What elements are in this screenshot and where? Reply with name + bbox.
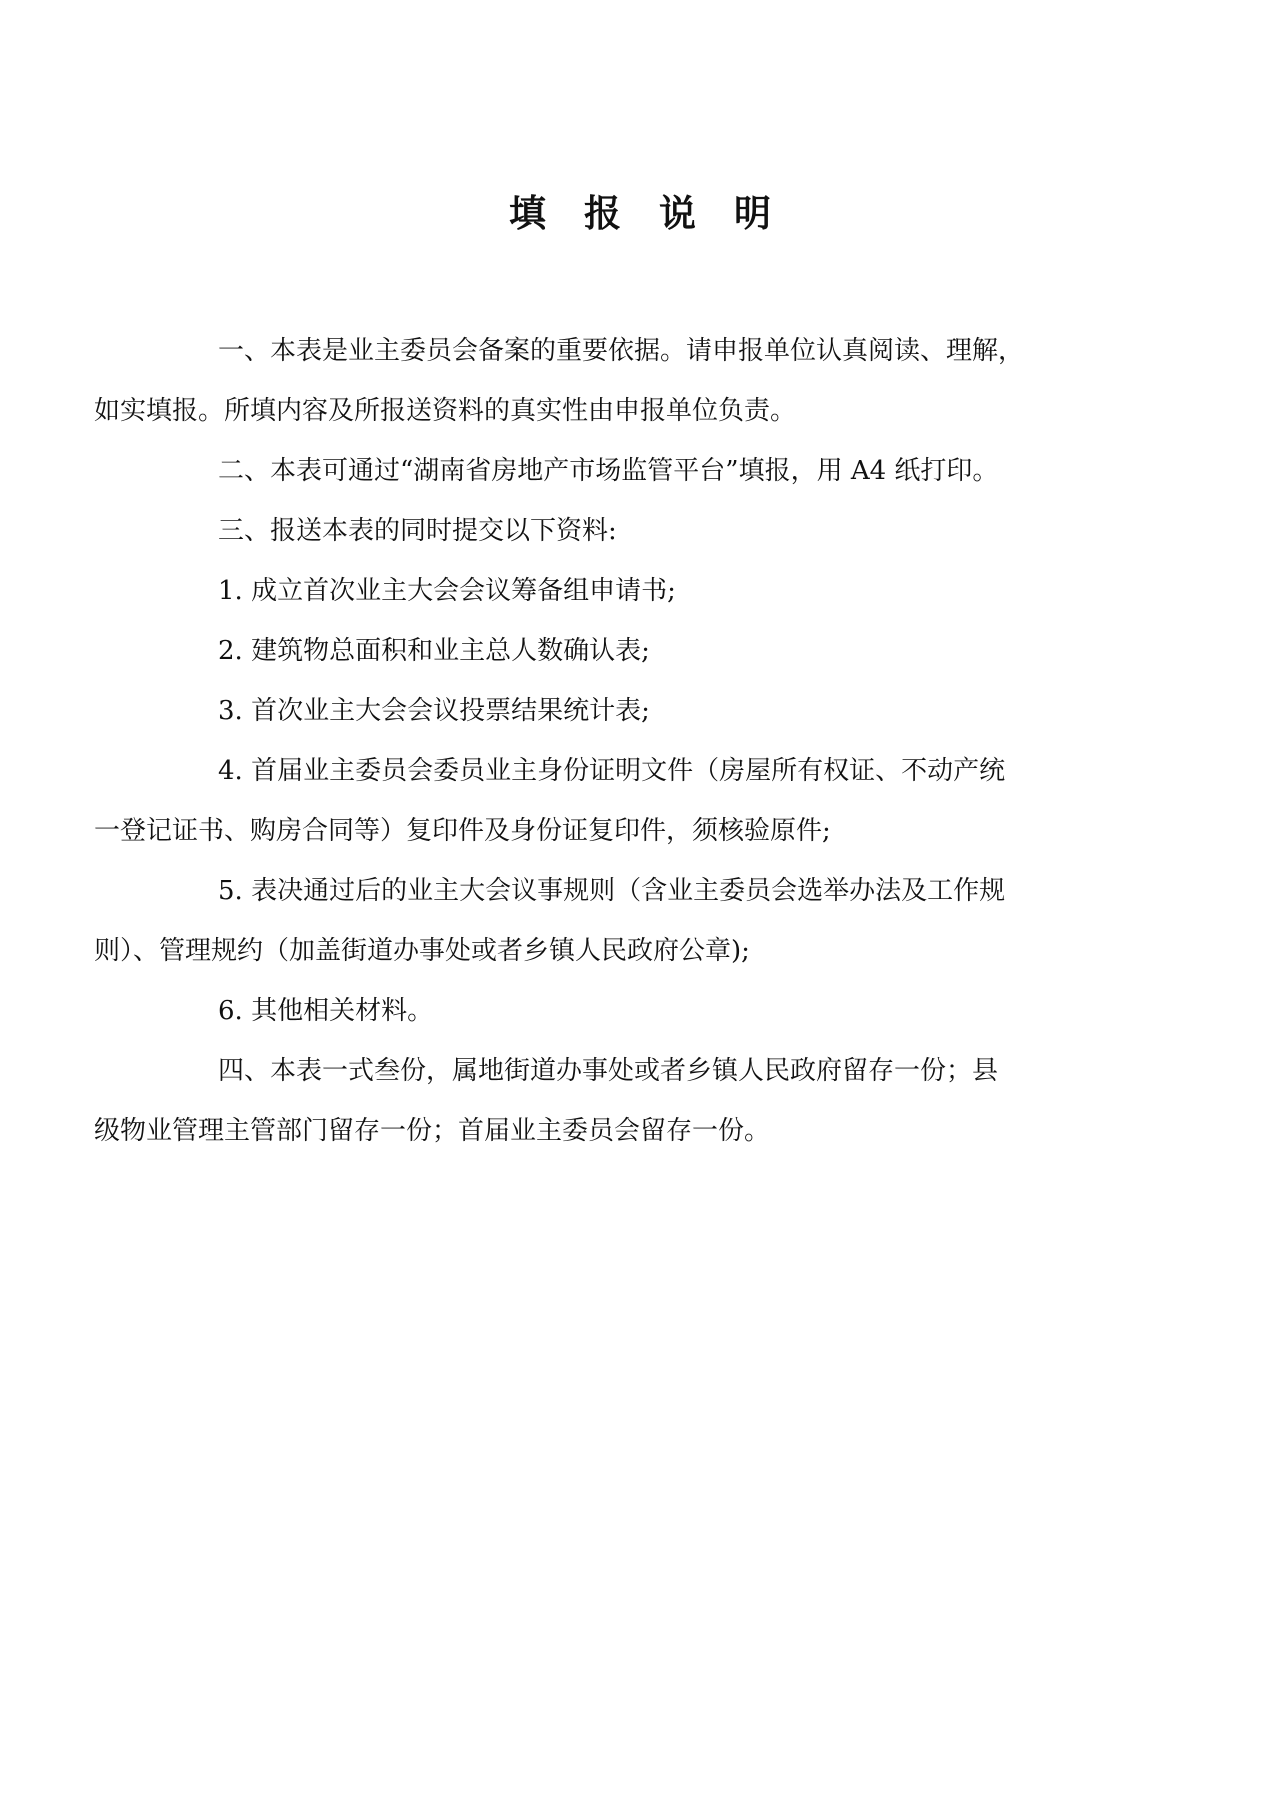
list-item-6	[156, 981, 1136, 1041]
paragraph-fill-method	[156, 441, 1136, 501]
paragraph-line: 级物业管理主管部门留存一份；首届业主委员会留存一份。	[94, 1116, 771, 1146]
paragraph-line: 一登记证书、购房合同等）复印件及身份证复印件，须核验原件;	[94, 816, 831, 846]
list-item-3	[156, 681, 1136, 741]
paragraph-line: 则）、管理规约（加盖街道办事处或者乡镇人民政府公章);	[94, 936, 750, 966]
paragraph-line: 四、本表一式叁份，属地街道办事处或者乡镇人民政府留存一份；县	[218, 1056, 999, 1086]
paragraph-line: 3. 首次业主大会会议投票结果统计表;	[218, 696, 650, 726]
list-item-2	[156, 621, 1136, 681]
paragraph-line: 如实填报。所填内容及所报送资料的真实性由申报单位负责。	[94, 396, 797, 426]
list-item-1	[156, 561, 1136, 621]
paragraph-line: 二、本表可通过“湖南省房地产市场监管平台”填报，用 A4 纸打印。	[218, 456, 999, 486]
page-title: 填报说明	[509, 191, 809, 235]
instructions-body	[94, 321, 1136, 1161]
paragraph-line: 4. 首届业主委员会委员业主身份证明文件（房屋所有权证、不动产统	[218, 756, 1006, 786]
paragraph-materials-heading	[156, 501, 1136, 561]
paragraph-copies	[94, 1041, 1136, 1161]
paragraph-general-purpose	[94, 321, 1136, 441]
list-item-4	[94, 741, 1136, 861]
paragraph-line: 一、本表是业主委员会备案的重要依据。请申报单位认真阅读、理解，	[218, 336, 1025, 366]
paragraph-line: 三、报送本表的同时提交以下资料:	[218, 516, 617, 546]
list-item-5	[94, 861, 1136, 981]
paragraph-line: 5. 表决通过后的业主大会议事规则（含业主委员会选举办法及工作规	[218, 876, 1006, 906]
paragraph-line: 2. 建筑物总面积和业主总人数确认表;	[218, 636, 650, 666]
paragraph-line: 1. 成立首次业主大会会议筹备组申请书;	[218, 576, 676, 606]
paragraph-line: 6. 其他相关材料。	[218, 996, 434, 1026]
